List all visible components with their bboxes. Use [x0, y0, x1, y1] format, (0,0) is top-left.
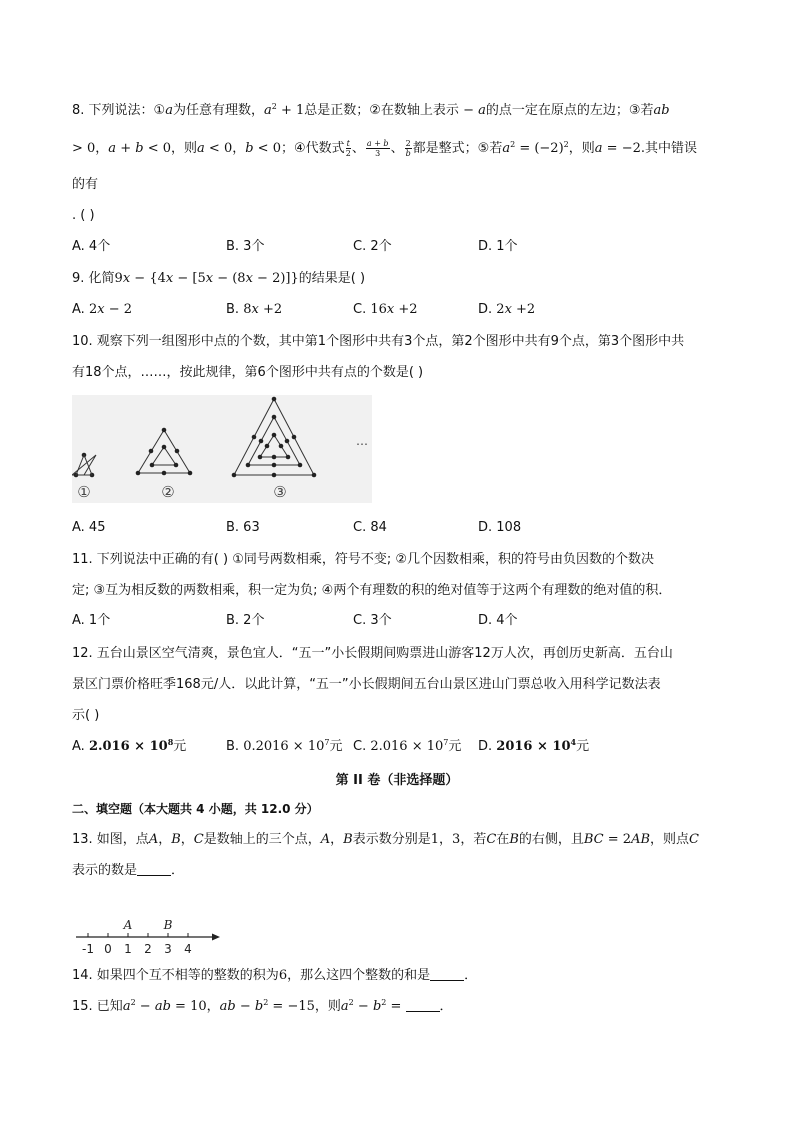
fig2-dot: [149, 449, 154, 454]
number-line-tick-label: -1: [82, 942, 94, 956]
fig3-dot: [272, 433, 277, 438]
part2-heading: 二、填空题（本大题共 4 小题，共 12.0 分）: [72, 802, 319, 816]
q11-option-a[interactable]: A. 1个: [72, 613, 111, 628]
q13-answer-blank[interactable]: [137, 863, 171, 876]
q8-stem-line-3: 的有: [72, 177, 99, 192]
number-line-tick-label: 4: [184, 942, 192, 956]
number-line-tick-label: 0: [104, 942, 112, 956]
fig2-dot: [162, 428, 167, 433]
fig3-dot: [298, 463, 303, 468]
q12-options: [72, 738, 692, 756]
fig-ellipsis: …: [356, 434, 368, 448]
fig3-dot: [312, 473, 317, 478]
number-line-tick-label: 2: [144, 942, 152, 956]
q12-stem-line-1: 12. 五台山景区空气清爽，景色宜人．“五一”小长假期间购票进山游客12万人次，再创历史新高．五台山: [72, 646, 673, 661]
q12-stem-line-3: 示( ): [72, 708, 100, 723]
dot-pattern-svg: [72, 395, 372, 503]
number-line-arrow: [212, 934, 220, 941]
fig3-dot: [272, 473, 277, 478]
q8-option-b[interactable]: B. 3个: [226, 239, 265, 254]
q11-stem-line-1: 11. 下列说法中正确的有( ) ①同号两数相乘，符号不变; ②几个因数相乘，积的符号由负因数的个数决: [72, 552, 655, 567]
triangle-2-inner: [152, 447, 176, 465]
q12-option-d[interactable]: D. $2016 \times 10^4$元: [478, 737, 590, 754]
q8-options: [72, 238, 692, 256]
fig-label-1: ①: [77, 483, 91, 501]
number-line-tick-label: 1: [124, 942, 132, 956]
q8-stem-line-2: > 0，a + b < 0，则a < 0，b < 0；④代数式 $\frac{t}{2}$ 、 $\frac{a + b}{3}$ 、 $\frac{2}{b}$ 都是整式；⑤若$a^2 = (-2)^2$，则a = −2.其中错误: [72, 139, 697, 158]
fig3-dot: [286, 455, 291, 460]
q10-stem-line-1: 10. 观察下列一组图形中点的个数，其中第1个图形中共有3个点，第2个图形中共有9个点，第3个图形中共: [72, 334, 685, 349]
q11-option-c[interactable]: C. 3个: [353, 613, 392, 628]
fig3-dot: [259, 439, 264, 444]
fig2-dot: [174, 463, 179, 468]
q11-stem-line-2: 定; ③互为相反数的两数相乘，积一定为负; ④两个有理数的积的绝对值等于这两个有理数的绝对值的积．: [72, 583, 672, 598]
fig-label-2: ②: [161, 483, 175, 501]
fig3-dot: [258, 455, 263, 460]
number-line-figure: [72, 915, 232, 959]
fig3-dot: [272, 397, 277, 402]
q10-option-d[interactable]: D. 108: [478, 520, 522, 535]
q8-stem-line-4: . ( ): [72, 208, 95, 223]
triangle-3-inner: [260, 435, 288, 457]
point-label-b: B: [163, 918, 173, 932]
q9-option-a[interactable]: A. 2x − 2: [72, 302, 132, 317]
fig2-dot: [175, 449, 180, 454]
fig3-dot: [252, 435, 257, 440]
fig3-dot: [272, 455, 277, 460]
q14-answer-blank[interactable]: [430, 968, 464, 981]
q10-option-c[interactable]: C. 84: [353, 520, 387, 535]
q12-option-a[interactable]: A. $2.016 \times 10^8$元: [72, 737, 187, 754]
triangle-1: [72, 455, 96, 475]
fig3-dot: [292, 435, 297, 440]
fig3-dot: [285, 439, 290, 444]
q15-stem: 15. 已知$a^2$ − ab = 10，ab − $b^2 = -15$，则$a^2 - b^2$ = ．: [72, 998, 453, 1014]
number-line-svg: [72, 915, 232, 959]
fig2-dot: [162, 471, 167, 476]
q12-stem-line-2: 景区门票价格旺季168元/人．以此计算，“五一”小长假期间五台山景区进山门票总收入用科学记数法表: [72, 677, 661, 692]
q13-stem-line-2: 表示的数是 ．: [72, 863, 185, 878]
q11-options: [72, 612, 692, 630]
q9-option-b[interactable]: B. 8x +2: [226, 302, 283, 317]
fig-label-3: ③: [273, 483, 287, 501]
fig2-dot: [188, 471, 193, 476]
fig3-dot: [279, 444, 284, 449]
section-title: 第 II 卷（非选择题）: [335, 773, 459, 788]
q11-option-b[interactable]: B. 2个: [226, 613, 265, 628]
q8-stem-line-1: 8. 下列说法：①a为任意有理数，$a^2 + 1$总是正数；②在数轴上表示 − a的点一定在原点的左边；③若ab: [72, 102, 670, 118]
fig3-dot: [232, 473, 237, 478]
q10-option-a[interactable]: A. 45: [72, 520, 106, 535]
fig3-dot: [265, 444, 270, 449]
dot-pattern-figure: [72, 395, 372, 503]
q12-option-b[interactable]: B. $0.2016 \times 10^7$元: [226, 738, 343, 754]
point-label-a: A: [123, 918, 133, 932]
triangle-2-outer: [138, 430, 190, 473]
q9-option-c[interactable]: C. 16x +2: [353, 302, 418, 317]
q14-stem: 14. 如果四个互不相等的整数的积为6，那么这四个整数的和是 ．: [72, 968, 478, 983]
q9-stem: 9. 化简9x − {4x − [5x − (8x − 2)]}的结果是( ): [72, 271, 366, 286]
q10-option-b[interactable]: B. 63: [226, 520, 260, 535]
number-line-tick-label: 3: [164, 942, 172, 956]
q13-stem-line-1: 13. 如图，点A，B，C是数轴上的三个点，A，B表示数分别是1，3，若C在B的右侧，且BC = 2AB，则点C: [72, 832, 699, 847]
q9-options: [72, 301, 692, 319]
q11-option-d[interactable]: D. 4个: [478, 613, 518, 628]
q8-option-a[interactable]: A. 4个: [72, 239, 111, 254]
q8-option-c[interactable]: C. 2个: [353, 239, 392, 254]
fig3-dot: [272, 463, 277, 468]
fig3-dot: [272, 415, 277, 420]
fig2-dot: [136, 471, 141, 476]
fig2-dot: [162, 445, 167, 450]
q8-option-d[interactable]: D. 1个: [478, 239, 518, 254]
q10-stem-line-2: 有18个点，……，按此规律，第6个图形中共有点的个数是( ): [72, 365, 424, 380]
q10-options: [72, 519, 692, 537]
q12-option-c[interactable]: C. $2.016 \times 10^7$元: [353, 738, 462, 754]
fig3-dot: [246, 463, 251, 468]
q15-answer-blank[interactable]: [406, 999, 440, 1012]
q9-option-d[interactable]: D. 2x +2: [478, 302, 536, 317]
fig2-dot: [150, 463, 155, 468]
